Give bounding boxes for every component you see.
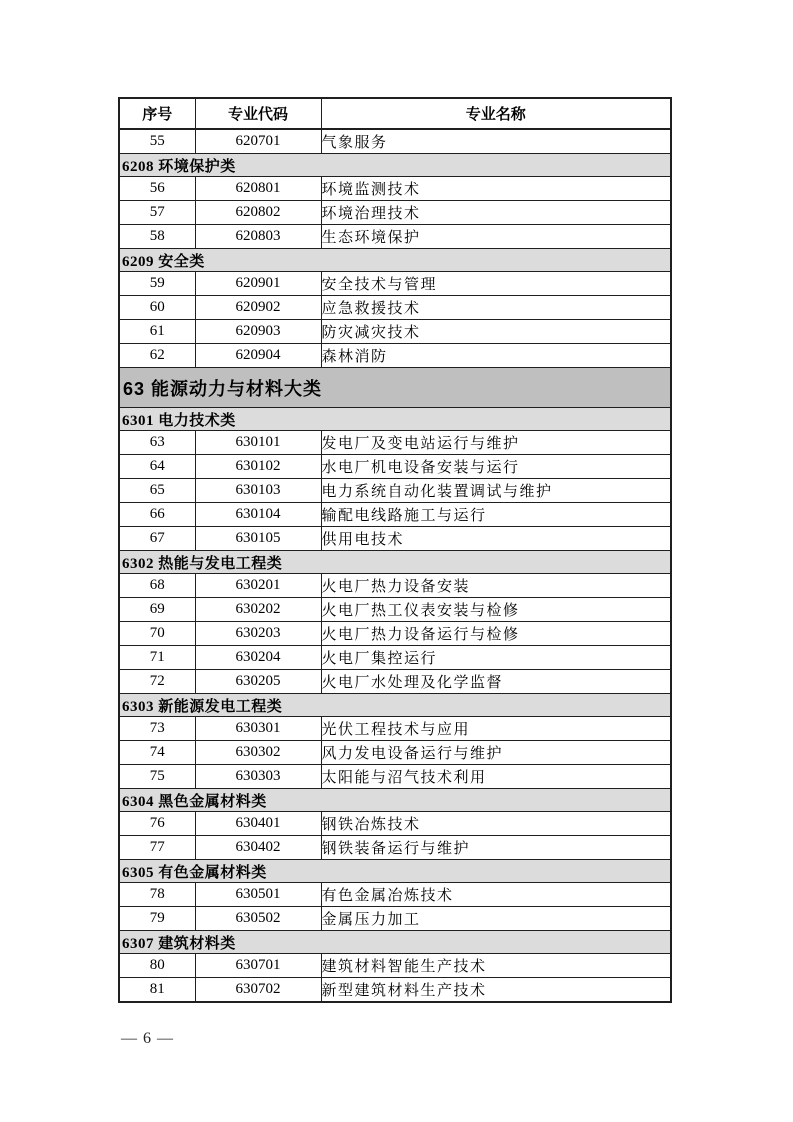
table-row: [119, 812, 671, 836]
cell-name: 太阳能与沼气技术利用: [321, 765, 671, 789]
cell-name: 森林消防: [321, 344, 671, 368]
table-row: [119, 836, 671, 860]
cell-code: 620801: [195, 177, 321, 201]
cell-code: 630103: [195, 479, 321, 503]
cell-index: 67: [119, 527, 195, 551]
cell-name: 火电厂热工仪表安装与检修: [321, 598, 671, 622]
cell-code: 630701: [195, 954, 321, 978]
cell-code: 630303: [195, 765, 321, 789]
table-row: [119, 455, 671, 479]
cell-name: 金属压力加工: [321, 907, 671, 931]
cell-code: 620901: [195, 272, 321, 296]
cell-name: 火电厂集控运行: [321, 646, 671, 670]
cell-code: 630102: [195, 455, 321, 479]
table-row: [119, 177, 671, 201]
cell-code: 630204: [195, 646, 321, 670]
table-row: [119, 907, 671, 931]
cell-name: 输配电线路施工与运行: [321, 503, 671, 527]
category-row: [119, 368, 671, 408]
cell-code: 630301: [195, 717, 321, 741]
cell-name: 火电厂热力设备运行与检修: [321, 622, 671, 646]
cell-name: 建筑材料智能生产技术: [321, 954, 671, 978]
cell-name: 钢铁装备运行与维护: [321, 836, 671, 860]
table-row: [119, 954, 671, 978]
cell-index: 81: [119, 978, 195, 1003]
cell-name: 电力系统自动化装置调试与维护: [321, 479, 671, 503]
cell-code: 630401: [195, 812, 321, 836]
cell-code: 630702: [195, 978, 321, 1003]
cell-index: 79: [119, 907, 195, 931]
cell-code: 620701: [195, 129, 321, 154]
cell-code: 630105: [195, 527, 321, 551]
cell-name: 钢铁冶炼技术: [321, 812, 671, 836]
cell-index: 73: [119, 717, 195, 741]
cell-name: 生态环境保护: [321, 225, 671, 249]
cell-name: 火电厂热力设备安装: [321, 574, 671, 598]
table-row: [119, 479, 671, 503]
table-row: [119, 765, 671, 789]
cell-code: 620802: [195, 201, 321, 225]
table-row: [119, 670, 671, 694]
cell-index: 57: [119, 201, 195, 225]
cell-index: 70: [119, 622, 195, 646]
section-row: [119, 931, 671, 954]
table-body: [119, 129, 671, 1002]
cell-code: 630104: [195, 503, 321, 527]
cell-code: 630205: [195, 670, 321, 694]
cell-code: 630202: [195, 598, 321, 622]
table-row: [119, 978, 671, 1003]
section-label: 6304 黑色金属材料类: [119, 789, 671, 812]
cell-code: 630402: [195, 836, 321, 860]
table-row: [119, 129, 671, 154]
table-header: [119, 98, 671, 129]
table-row: [119, 431, 671, 455]
section-label: 6302 热能与发电工程类: [119, 551, 671, 574]
page-number: — 6 —: [121, 1030, 174, 1047]
cell-index: 74: [119, 741, 195, 765]
table-row: [119, 320, 671, 344]
table-row: [119, 883, 671, 907]
cell-index: 72: [119, 670, 195, 694]
column-header-code: 专业代码: [195, 98, 321, 129]
section-row: [119, 860, 671, 883]
table-row: [119, 598, 671, 622]
column-header-name: 专业名称: [321, 98, 671, 129]
table-row: [119, 527, 671, 551]
cell-name: 新型建筑材料生产技术: [321, 978, 671, 1003]
cell-code: 620902: [195, 296, 321, 320]
cell-code: 630101: [195, 431, 321, 455]
section-label: 6307 建筑材料类: [119, 931, 671, 954]
cell-index: 63: [119, 431, 195, 455]
table-row: [119, 225, 671, 249]
cell-index: 59: [119, 272, 195, 296]
section-row: [119, 694, 671, 717]
cell-index: 80: [119, 954, 195, 978]
section-row: [119, 408, 671, 431]
cell-index: 69: [119, 598, 195, 622]
section-row: [119, 551, 671, 574]
section-label: 6208 环境保护类: [119, 154, 671, 177]
cell-index: 56: [119, 177, 195, 201]
cell-index: 65: [119, 479, 195, 503]
cell-index: 55: [119, 129, 195, 154]
section-row: [119, 249, 671, 272]
table-row: [119, 272, 671, 296]
cell-code: 630502: [195, 907, 321, 931]
cell-index: 68: [119, 574, 195, 598]
table-row: [119, 646, 671, 670]
section-label: 6305 有色金属材料类: [119, 860, 671, 883]
section-label: 6209 安全类: [119, 249, 671, 272]
cell-index: 76: [119, 812, 195, 836]
table-row: [119, 717, 671, 741]
majors-code-table: [118, 97, 672, 1003]
section-label: 6303 新能源发电工程类: [119, 694, 671, 717]
cell-name: 有色金属冶炼技术: [321, 883, 671, 907]
cell-name: 风力发电设备运行与维护: [321, 741, 671, 765]
cell-index: 64: [119, 455, 195, 479]
section-row: [119, 789, 671, 812]
cell-name: 安全技术与管理: [321, 272, 671, 296]
table-row: [119, 574, 671, 598]
table-row: [119, 296, 671, 320]
cell-name: 水电厂机电设备安装与运行: [321, 455, 671, 479]
cell-name: 火电厂水处理及化学监督: [321, 670, 671, 694]
cell-index: 58: [119, 225, 195, 249]
cell-index: 66: [119, 503, 195, 527]
cell-name: 应急救援技术: [321, 296, 671, 320]
table-row: [119, 622, 671, 646]
cell-index: 75: [119, 765, 195, 789]
cell-code: 630201: [195, 574, 321, 598]
cell-index: 62: [119, 344, 195, 368]
cell-index: 60: [119, 296, 195, 320]
cell-index: 78: [119, 883, 195, 907]
cell-code: 630302: [195, 741, 321, 765]
cell-code: 630203: [195, 622, 321, 646]
cell-name: 环境治理技术: [321, 201, 671, 225]
table-row: [119, 503, 671, 527]
table-row: [119, 741, 671, 765]
cell-name: 发电厂及变电站运行与维护: [321, 431, 671, 455]
column-header-index: 序号: [119, 98, 195, 129]
cell-index: 61: [119, 320, 195, 344]
table-row: [119, 201, 671, 225]
cell-code: 620803: [195, 225, 321, 249]
cell-code: 630501: [195, 883, 321, 907]
cell-name: 气象服务: [321, 129, 671, 154]
cell-code: 620904: [195, 344, 321, 368]
table-header-row: [119, 98, 671, 129]
category-label: 63 能源动力与材料大类: [119, 368, 671, 408]
section-label: 6301 电力技术类: [119, 408, 671, 431]
cell-name: 环境监测技术: [321, 177, 671, 201]
cell-index: 77: [119, 836, 195, 860]
cell-name: 供用电技术: [321, 527, 671, 551]
cell-code: 620903: [195, 320, 321, 344]
table-row: [119, 344, 671, 368]
section-row: [119, 154, 671, 177]
cell-name: 光伏工程技术与应用: [321, 717, 671, 741]
cell-index: 71: [119, 646, 195, 670]
cell-name: 防灾减灾技术: [321, 320, 671, 344]
